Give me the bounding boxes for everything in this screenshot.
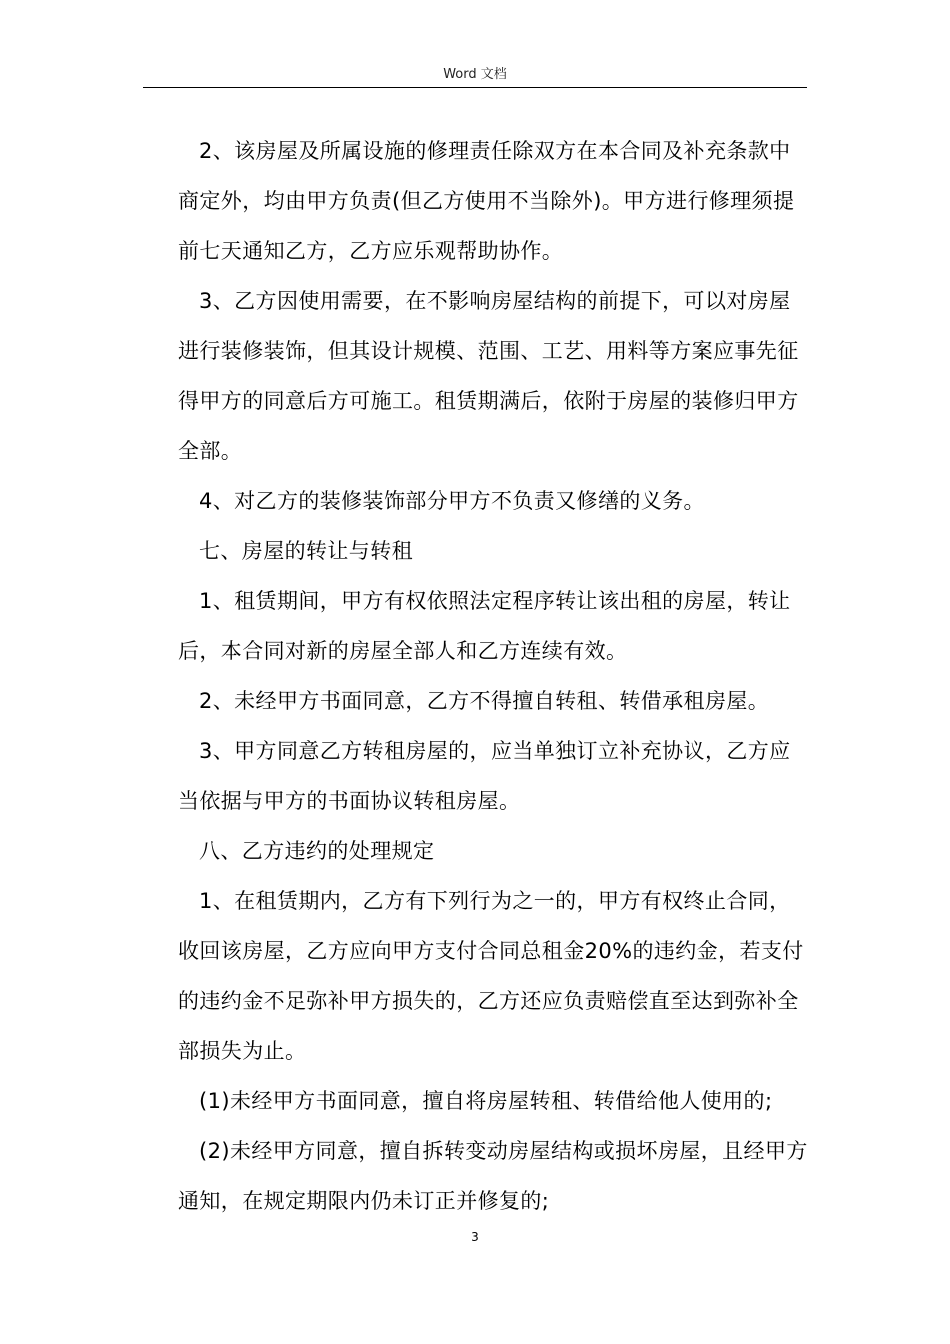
section-heading-transfer-sublease: 七、房屋的转让与转租 [199, 539, 413, 563]
paragraph-sublease-agreement: 3、甲方同意乙方转租房屋的，应当单独订立补充协议，乙方应当依据与甲方的书面协议转租房屋。 [178, 739, 791, 813]
header-divider [143, 87, 807, 88]
page-number: 3 [471, 1230, 479, 1244]
paragraph-termination: 1、在租赁期内，乙方有下列行为之一的，甲方有权终止合同，收回该房屋，乙方应向甲方支付合同总租金20%的违约金，若支付的违约金不足弥补甲方损失的，乙方还应负责赔偿直至达到弥补全部损失为止。 [178, 889, 804, 1063]
list-item-unauthorized-sublease: (1)未经甲方书面同意，擅自将房屋转租、转借给他人使用的; [199, 1089, 773, 1113]
section-heading-breach: 八、乙方违约的处理规定 [199, 839, 435, 863]
paragraph-renovation-repair: 4、对乙方的装修装饰部分甲方不负责又修缮的义务。 [199, 489, 705, 513]
page-header: Word 文档 [443, 67, 507, 82]
paragraph-repair-responsibility: 2、该房屋及所属设施的修理责任除双方在本合同及补充条款中商定外，均由甲方负责(但乙方使用不当除外)。甲方进行修理须提前七天通知乙方，乙方应乐观帮助协作。 [178, 139, 795, 263]
paragraph-transfer: 1、租赁期间，甲方有权依照法定程序转让该出租的房屋，转让后，本合同对新的房屋全部人和乙方连续有效。 [178, 589, 791, 663]
list-item-structural-change: (2)未经甲方同意，擅自拆转变动房屋结构或损坏房屋，且经甲方通知，在规定期限内仍未订正并修复的; [178, 1139, 808, 1213]
paragraph-renovation: 3、乙方因使用需要，在不影响房屋结构的前提下，可以对房屋进行装修装饰，但其设计规模、范围、工艺、用料等方案应事先征得甲方的同意后方可施工。租赁期满后，依附于房屋的装修归甲方全部。 [178, 289, 799, 463]
paragraph-no-sublease: 2、未经甲方书面同意，乙方不得擅自转租、转借承租房屋。 [199, 689, 770, 713]
document-body [178, 126, 810, 1226]
